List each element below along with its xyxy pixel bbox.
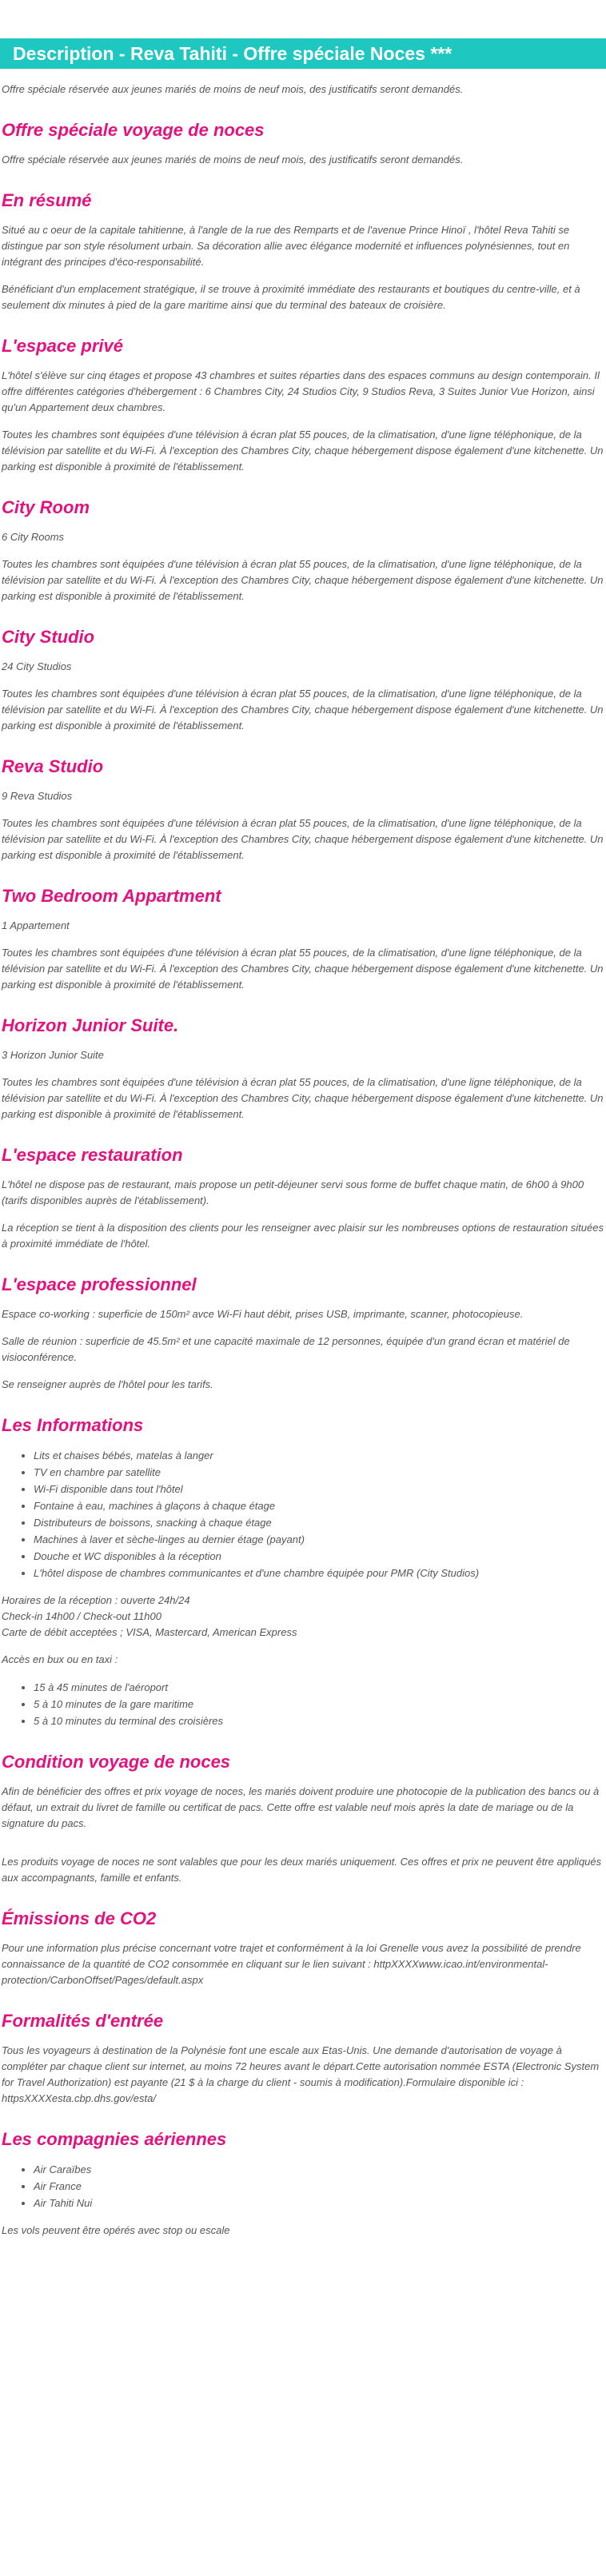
access-list <box>2 1679 604 1729</box>
list-item: • Machines à laver et sèche-linges au dernier étage (payant) <box>34 1531 604 1548</box>
list-item: • 5 à 10 minutes de la gare maritime <box>34 1696 604 1713</box>
condition-paragraph-1: Afin de bénéficier des offres et prix voyage de noces, les mariés doivent produire une photocopie de la publication des bancs ou à défaut, un extrait du livret de famille ou certificat de pacs. Cette offre est valable neuf mois après la date de mariage ou de la signature du pacs. <box>2 1785 600 1829</box>
room-description: Toutes les chambres sont équipées d'une télévision à écran plat 55 pouces, de la climatisation, d'une ligne téléphonique, de la télévision par satellite et du Wi-Fi. À l'exception des Chambres City, chaque hébergement dispose également d'une kitchenette. Un parking est disponible à proximité de l'établissement. <box>2 947 604 991</box>
room-count: 24 City Studios <box>2 660 72 672</box>
list-item: • 5 à 10 minutes du terminal des croisières <box>34 1713 604 1729</box>
room-title-horizon-junior-suite: Horizon Junior Suite. <box>2 1015 179 1035</box>
room-count: 3 Horizon Junior Suite <box>2 1049 104 1061</box>
access-title: Accès en bux ou en taxi : <box>2 1653 118 1665</box>
pro-paragraph-3: Se renseigner auprès de l'hôtel pour les tarifs. <box>2 1378 213 1390</box>
room-title-two-bedroom: Two Bedroom Appartment <box>2 886 221 906</box>
room-description: Toutes les chambres sont équipées d'une télévision à écran plat 55 pouces, de la climatisation, d'une ligne téléphonique, de la télévision par satellite et du Wi-Fi. À l'exception des Chambres City, chaque hébergement dispose également d'une kitchenette. Un parking est disponible à proximité de l'établissement. <box>2 688 604 732</box>
pro-paragraph-2: Salle de réunion : superficie de 45.5m² et une capacité maximale de 12 personnes, équipée d'un grand écran et matériel de visioconférence. <box>2 1335 570 1363</box>
list-item: • TV en chambre par satellite <box>34 1464 604 1481</box>
section-title-prive: L'espace privé <box>2 336 123 356</box>
section-title-resume: En résumé <box>2 190 92 210</box>
reception-info <box>2 1593 604 1641</box>
offre-text: Offre spéciale réservée aux jeunes mariés de moins de neuf mois, des justificatifs seront demandés. <box>2 154 464 165</box>
section-title-pro: L'espace professionnel <box>2 1274 197 1294</box>
banner-title: Description - Reva Tahiti - Offre spéciale Noces *** <box>13 42 453 64</box>
room-description: Toutes les chambres sont équipées d'une télévision à écran plat 55 pouces, de la climatisation, d'une ligne téléphonique, de la télévision par satellite et du Wi-Fi. À l'exception des Chambres City, chaque hébergement dispose également d'une kitchenette. Un parking est disponible à proximité de l'établissement. <box>2 558 604 602</box>
airlines-list <box>2 2161 604 2211</box>
list-item: • 15 à 45 minutes de l'aéroport <box>34 1679 604 1696</box>
room-description: Toutes les chambres sont équipées d'une télévision à écran plat 55 pouces, de la climatisation, d'une ligne téléphonique, de la télévision par satellite et du Wi-Fi. À l'exception des Chambres City, chaque hébergement dispose également d'une kitchenette. Un parking est disponible à proximité de l'établissement. <box>2 1076 604 1120</box>
section-title-infos: Les Informations <box>2 1415 144 1435</box>
list-item: • Fontaine à eau, machines à glaçons à chaque étage <box>34 1497 604 1514</box>
section-title-co2: Émissions de CO2 <box>2 1908 157 1928</box>
list-item: • Air Tahiti Nui <box>34 2195 604 2211</box>
section-title-condition: Condition voyage de noces <box>2 1752 231 1772</box>
list-item: • Douche et WC disponibles à la réception <box>34 1548 604 1565</box>
condition-paragraph-2: Les produits voyage de noces ne sont valables que pour les deux mariés uniquement. Ces offres et prix ne peuvent être appliqués aux accompagnants, famille et enfants. <box>2 1856 602 1884</box>
page-banner <box>0 38 606 69</box>
section-title-compagnies: Les compagnies aériennes <box>2 2129 227 2149</box>
reception-hours: Horaires de la réception : ouverte 24h/24 <box>2 1594 190 1606</box>
resume-paragraph-2: Bénéficiant d'un emplacement stratégique, il se trouve à proximité immédiate des restaurants et boutiques du centre-ville, et à seulement dix minutes à pied de la gare maritime ainsi que du terminal des bateaux de croisière. <box>2 283 580 311</box>
co2-paragraph: Pour une information plus précise concernant votre trajet et conformément à la loi Grenelle vous avez la possibilité de prendre connaissance de la quantité de CO2 consommée en cliquant sur le lien suivant : httpXXXXwww.icao.int/environmental-protection/CarbonOffset/Pages/default.aspx <box>2 1942 581 1986</box>
airlines-note: Les vols peuvent être opérés avec stop ou escale <box>2 2224 230 2236</box>
list-item: • L'hôtel dispose de chambres communicantes et d'une chambre équipée pour PMR (City Studios) <box>34 1565 604 1581</box>
check-times: Check-in 14h00 / Check-out 11h00 <box>2 1610 161 1622</box>
infos-list <box>2 1447 604 1581</box>
formalites-paragraph: Tous les voyageurs à destination de la Polynésie font une escale aux Etas-Unis. Une demande d'autorisation de voyage à compléter par chaque client sur internet, au moins 72 heures avant le départ.Cette autorisation nommée ESTA (Electronic System for Travel Authorization) est payante (21 $ à la charge du client - soumis à modification).Formulaire disponible ici : httpsXXXXesta.cbp.dhs.gov/esta/ <box>2 2044 600 2104</box>
room-count: 9 Reva Studios <box>2 790 73 802</box>
section-title-formalites: Formalités d'entrée <box>2 2011 164 2031</box>
room-title-city-room: City Room <box>2 497 90 517</box>
room-count: 6 City Rooms <box>2 531 65 543</box>
restauration-paragraph-2: La réception se tient à la disposition des clients pour les renseigner avec plaisir sur les nombreuses options de restauration situées à proximité immédiate de l'hôtel. <box>2 1222 604 1250</box>
list-item: • Air France <box>34 2178 604 2195</box>
restauration-paragraph-1: L'hôtel ne dispose pas de restaurant, mais propose un petit-déjeuner servi sous forme de buffet chaque matin, de 6h00 à 9h00 (tarifs disponibles auprès de l'établissement). <box>2 1178 584 1206</box>
main-content <box>0 82 606 2239</box>
list-item: • Wi-Fi disponible dans tout l'hôtel <box>34 1481 604 1497</box>
section-title-offre: Offre spéciale voyage de noces <box>2 120 265 140</box>
prive-paragraph-1: L'hôtel s'élève sur cinq étages et propose 43 chambres et suites réparties dans des espaces communs au design contemporain. Il offre différentes catégories d'hébergement : 6 Chambres City, 24 Studios City, 9 Studios Reva, 3 Suites Junior Vue Horizon, ainsi qu'un Appartement deux chambres. <box>2 369 600 413</box>
prive-paragraph-2: Toutes les chambres sont équipées d'une télévision à écran plat 55 pouces, de la climatisation, d'une ligne téléphonique, de la télévision par satellite et du Wi-Fi. À l'exception des Chambres City, chaque hébergement dispose également d'une kitchenette. Un parking est disponible à proximité de l'établissement. <box>2 429 604 473</box>
list-item: • Distributeurs de boissons, snacking à chaque étage <box>34 1514 604 1531</box>
resume-paragraph-1: Situé au c oeur de la capitale tahitienne, à l'angle de la rue des Remparts et de l'avenue Prince Hinoï , l'hôtel Reva Tahiti se distingue par son style résolument urbain. Sa décoration allie avec élégance modernité et influences polynésiennes, tout en intégrant des principes d'éco-responsabilité. <box>2 224 570 268</box>
room-description: Toutes les chambres sont équipées d'une télévision à écran plat 55 pouces, de la climatisation, d'une ligne téléphonique, de la télévision par satellite et du Wi-Fi. À l'exception des Chambres City, chaque hébergement dispose également d'une kitchenette. Un parking est disponible à proximité de l'établissement. <box>2 817 604 861</box>
list-item: • Lits et chaises bébés, matelas à langer <box>34 1447 604 1464</box>
pro-paragraph-1: Espace co-working : superficie de 150m² avce Wi-Fi haut débit, prises USB, imprimante, scanner, photocopieuse. <box>2 1308 524 1320</box>
intro-text: Offre spéciale réservée aux jeunes mariés de moins de neuf mois, des justificatifs seront demandés. <box>2 83 464 95</box>
section-title-restauration: L'espace restauration <box>2 1145 183 1165</box>
room-title-reva-studio: Reva Studio <box>2 756 104 776</box>
list-item: • Air Caraïbes <box>34 2161 604 2178</box>
room-count: 1 Appartement <box>2 919 70 931</box>
payment-cards: Carte de débit acceptées ; VISA, Mastercard, American Express <box>2 1626 297 1638</box>
room-title-city-studio: City Studio <box>2 627 95 647</box>
